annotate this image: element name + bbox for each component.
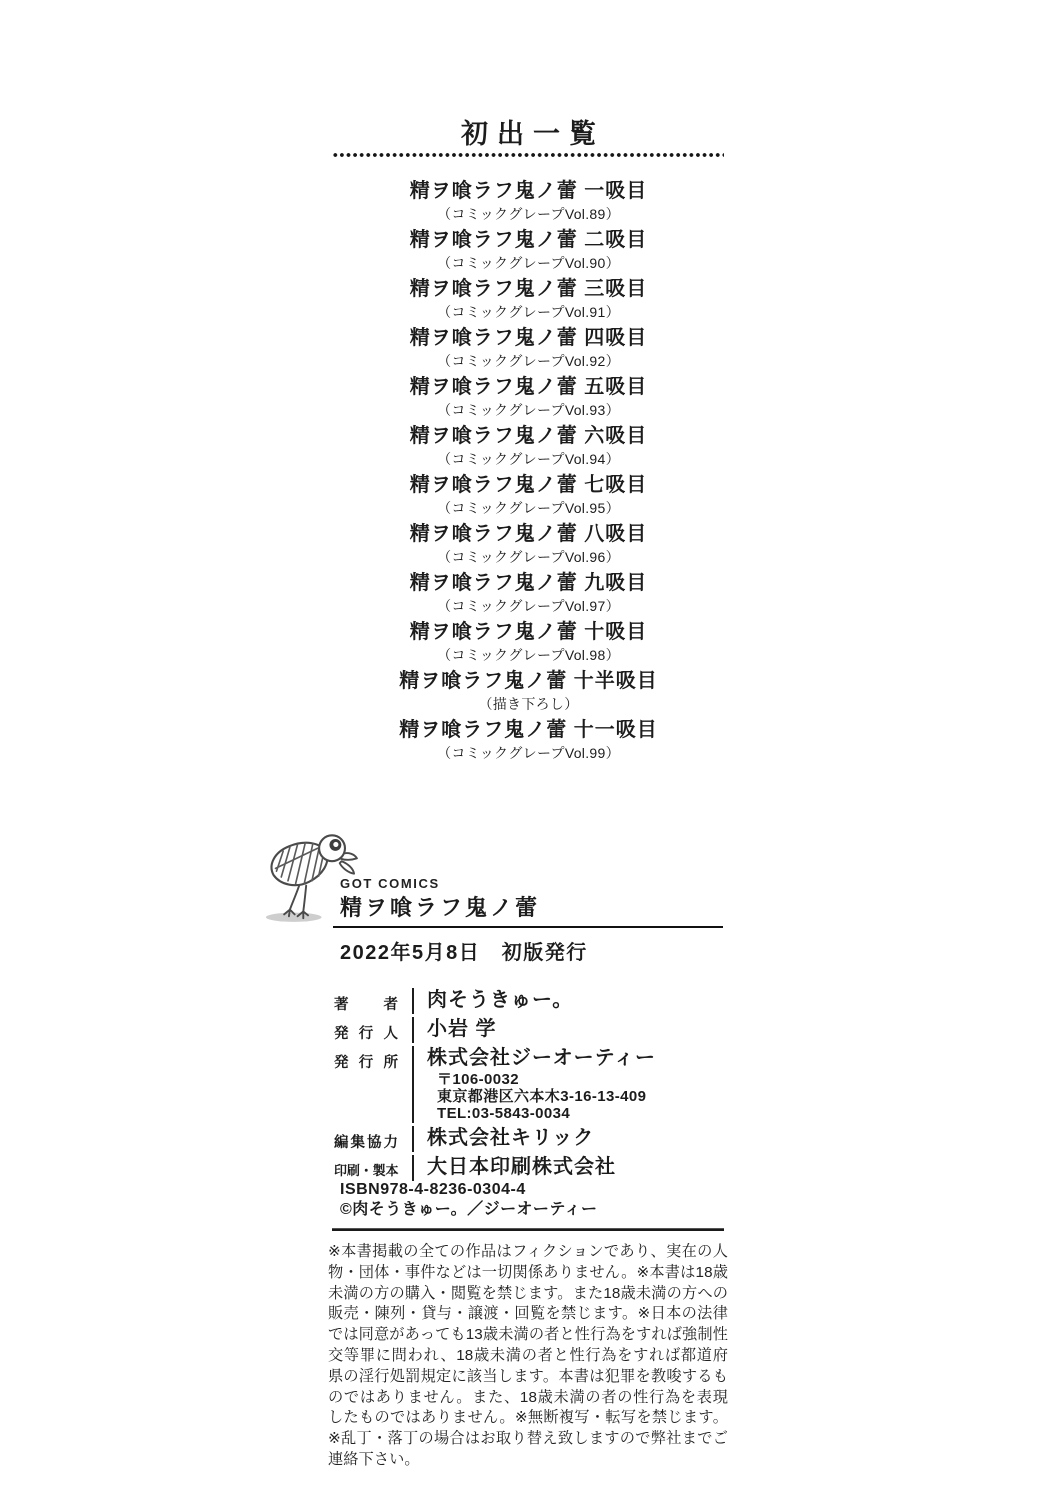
thick-rule [332, 1228, 724, 1231]
credits-value: 株式会社キリック [412, 1126, 656, 1152]
credits-value: 株式会社ジーオーティー 〒106-0032 東京都港区六本木3-16-13-409 TEL:03-5843-0034 [412, 1046, 656, 1123]
credits-value: 大日本印刷株式会社 [412, 1155, 656, 1181]
chapter-title: 精ヲ喰ラフ鬼ノ蕾 十半吸目 [399, 670, 658, 692]
chapter-entry [0, 571, 1057, 620]
chapter-source: （コミックグレープVol.96） [437, 549, 620, 565]
chapter-entry [0, 522, 1057, 571]
chapter-source: （コミックグレープVol.94） [437, 451, 620, 467]
edition-date: 2022年5月8日 初版発行 [340, 942, 588, 964]
chapter-title: 精ヲ喰ラフ鬼ノ蕾 六吸目 [409, 425, 648, 447]
chapter-title: 精ヲ喰ラフ鬼ノ蕾 三吸目 [409, 278, 648, 300]
chapter-source: （コミックグレープVol.97） [437, 598, 620, 614]
credits-label: 印刷・製本 [334, 1163, 398, 1178]
disclaimer-text: ※本書掲載の全ての作品はフィクションであり、実在の人物・団体・事件などは一切関係ありません。※本書は18歳未満の方の購入・閲覧を禁じます。また18歳未満の方への販売・陳列・貸与・譲渡・回覧を禁じます。※日本の法律では同意があっても13歳未満の者と性行為をすれば強制性交等罪に問われ、18歳未満の者と性行為をすれば都道府県の淫行処罰規定に該当します。本書は犯罪を教唆するものではありません。また、18歳未満の者の性行為を表現したものではありません。※無断複写・転写を禁じます。※乱丁・落丁の場合はお取り替え致しますので弊社までご連絡下さい。 [328, 1243, 728, 1468]
chapter-source: （コミックグレープVol.92） [437, 353, 620, 369]
book-title: 精ヲ喰ラフ鬼ノ蕾 [340, 895, 541, 920]
credits-label: 編集協力 [334, 1135, 398, 1151]
credits-detail: 〒106-0032 [437, 1071, 519, 1088]
chapter-entry [0, 179, 1057, 228]
credits-row [334, 1017, 656, 1043]
isbn: ISBN978-4-8236-0304-4 [340, 1181, 526, 1198]
chapter-source: （コミックグレープVol.99） [437, 745, 620, 761]
chapter-title: 精ヲ喰ラフ鬼ノ蕾 一吸目 [409, 180, 648, 202]
chapter-title: 精ヲ喰ラフ鬼ノ蕾 八吸目 [409, 523, 648, 545]
chapter-title: 精ヲ喰ラフ鬼ノ蕾 十吸目 [409, 621, 648, 643]
chapter-source: （コミックグレープVol.90） [437, 255, 620, 271]
credits-row [334, 1126, 656, 1152]
credits-row [334, 1155, 656, 1181]
credits-detail: TEL:03-5843-0034 [437, 1105, 571, 1122]
credits-label: 発行所 [334, 1055, 398, 1071]
chapter-title: 精ヲ喰ラフ鬼ノ蕾 九吸目 [409, 572, 648, 594]
credits-value: 小岩 学 [412, 1017, 656, 1043]
chapter-title: 精ヲ喰ラフ鬼ノ蕾 七吸目 [409, 474, 648, 496]
credits-value: 肉そうきゅー。 [412, 988, 656, 1014]
colophon-block [328, 832, 728, 1468]
chapter-source: （描き下ろし） [478, 696, 579, 712]
chapter-source: （コミックグレープVol.93） [437, 402, 620, 418]
chapter-title: 精ヲ喰ラフ鬼ノ蕾 四吸目 [409, 327, 648, 349]
chapter-source: （コミックグレープVol.95） [437, 500, 620, 516]
publisher-label: GOT COMICS [340, 876, 440, 891]
chapter-entry [0, 424, 1057, 473]
first-publication-title: 初出一覧 [461, 119, 605, 149]
credits-table [334, 985, 656, 1184]
copyright: ©肉そうきゅー。／ジーオーティー [340, 1201, 598, 1218]
chapter-entry [0, 669, 1057, 718]
chapter-entry [0, 718, 1057, 767]
credits-detail: 東京都港区六本木3-16-13-409 [437, 1088, 647, 1105]
chapter-source: （コミックグレープVol.89） [437, 206, 620, 222]
chapter-entry [0, 473, 1057, 522]
credits-label: 発行人 [334, 1026, 398, 1042]
chapter-source: （コミックグレープVol.98） [437, 647, 620, 663]
chapter-entry [0, 228, 1057, 277]
chapter-entry [0, 277, 1057, 326]
chapter-entry [0, 375, 1057, 424]
credits-label: 著者 [334, 997, 398, 1013]
credits-row [334, 1046, 656, 1123]
title-rule [333, 926, 723, 928]
credits-row [334, 988, 656, 1014]
chapter-title: 精ヲ喰ラフ鬼ノ蕾 五吸目 [409, 376, 648, 398]
dotted-divider [332, 152, 724, 158]
chapter-entry [0, 620, 1057, 669]
chapter-entry [0, 326, 1057, 375]
chapter-list [0, 179, 1057, 767]
chapter-title: 精ヲ喰ラフ鬼ノ蕾 二吸目 [409, 229, 648, 251]
chapter-source: （コミックグレープVol.91） [437, 304, 620, 320]
credits-table-body [334, 988, 656, 1181]
chapter-title: 精ヲ喰ラフ鬼ノ蕾 十一吸目 [399, 719, 658, 741]
isbn-block [340, 1180, 598, 1220]
